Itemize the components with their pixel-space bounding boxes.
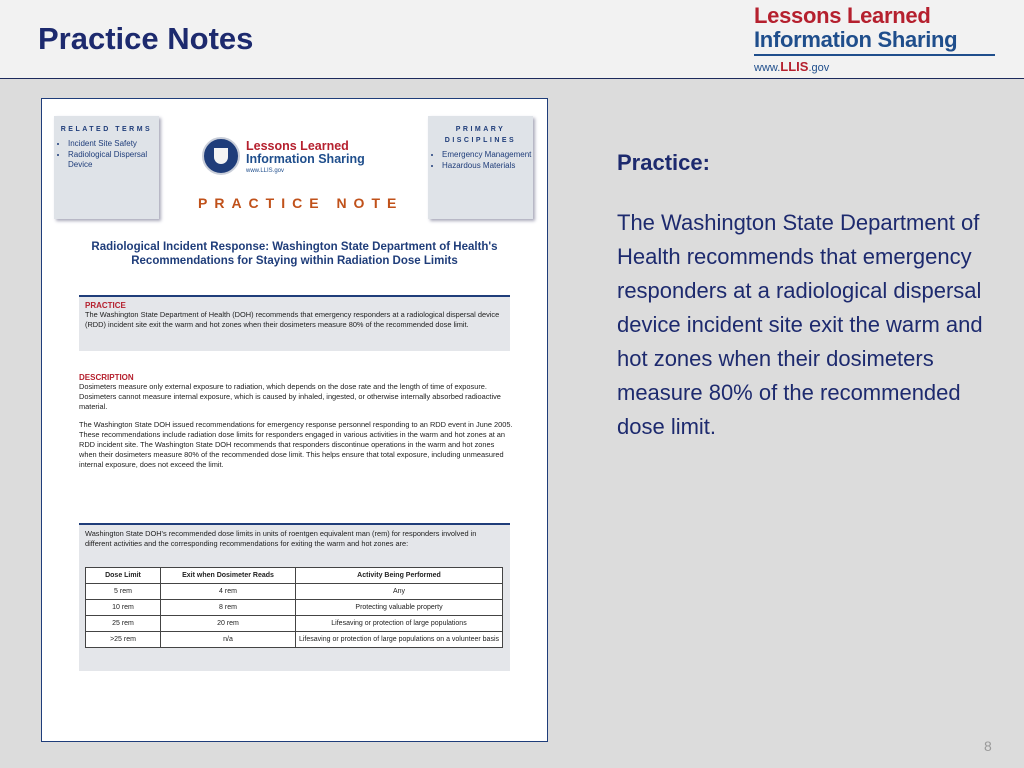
primary-discipline: • Hazardous Materials (442, 161, 533, 171)
slide-header (0, 0, 1024, 79)
slide-title: Practice Notes (38, 21, 254, 56)
table-row (86, 616, 503, 632)
table-header: Exit when Dosimeter Reads (161, 568, 296, 584)
logo-url (754, 59, 1004, 74)
table-cell: Any (296, 584, 503, 600)
dose-limits-table (85, 567, 503, 648)
table-cell: n/a (161, 632, 296, 648)
logo-line-1: Lessons Learned (754, 3, 931, 28)
table-cell: Protecting valuable property (296, 600, 503, 616)
llis-logo (754, 4, 1004, 78)
page-number: 8 (984, 738, 992, 754)
table-row (86, 600, 503, 616)
logo-rule (754, 54, 995, 56)
dhs-seal-icon (202, 137, 240, 175)
logo-url-brand: LLIS (780, 59, 809, 74)
table-cell: 25 rem (86, 616, 161, 632)
table-cell: >25 rem (86, 632, 161, 648)
document-logo (202, 137, 392, 185)
primary-disciplines-box (428, 116, 533, 219)
table-caption: Washington State DOH's recommended dose limits in units of roentgen equivalent man (rem) for responders involved in different activities and the corresponding recommendations for exiting the warm and hot zones are: (85, 529, 477, 548)
logo-url-prefix: www. (754, 62, 781, 74)
logo-url-suffix: .gov (808, 62, 830, 74)
document-heading: Radiological Incident Response: Washington State Department of Health's Recommendations for Staying within Radiation Dose Limits (91, 241, 498, 267)
description-label: DESCRIPTION (79, 373, 134, 382)
table-row (86, 584, 503, 600)
table-cell: 5 rem (86, 584, 161, 600)
practice-section (79, 295, 510, 351)
dose-limits-section (79, 523, 510, 671)
related-terms-title: RELATED TERMS (60, 126, 153, 133)
table-cell: 10 rem (86, 600, 161, 616)
table-cell: Lifesaving or protection of large populations on a volunteer basis (296, 632, 503, 648)
primary-discipline: • Emergency Management (442, 150, 533, 160)
primary-disciplines-title: PRIMARY DISCIPLINES (444, 126, 517, 144)
table-header-row (86, 568, 503, 584)
description-section (79, 373, 514, 478)
practice-note-document (41, 98, 548, 742)
practice-heading: Practice: (617, 150, 710, 175)
practice-text: The Washington State Department of Health (DOH) recommends that emergency responders at a radiological dispersal device (RDD) incident site exit the warm and hot zones when their dosimeters measure 80% of the recommended dose limit. (85, 310, 500, 329)
doc-logo-line-2: Information Sharing (246, 152, 365, 166)
doc-logo-url: www.LLIS.gov (246, 168, 285, 174)
document-type-label: PRACTICE NOTE (198, 195, 404, 211)
related-terms-box (54, 116, 159, 219)
table-cell: 8 rem (161, 600, 296, 616)
primary-disciplines-list (428, 150, 533, 171)
table-cell: 20 rem (161, 616, 296, 632)
table-header: Dose Limit (86, 568, 161, 584)
description-paragraph-1: Dosimeters measure only external exposure to radiation, which depends on the dose rate and the length of time of exposure. Dosimeters cannot measure internal exposure, which is caused by inhaled, ingested, or otherwise internally absorbed radioactive material. (79, 382, 501, 411)
practice-label: PRACTICE (85, 301, 126, 310)
table-row (86, 632, 503, 648)
logo-line-2: Information Sharing (754, 27, 958, 52)
related-term: • Incident Site Safety (68, 139, 159, 149)
table-cell: 4 rem (161, 584, 296, 600)
table-header: Activity Being Performed (296, 568, 503, 584)
practice-body: The Washington State Department of Health recommends that emergency responders at a radiological dispersal device incident site exit the warm and hot zones when their dosimeters measure 80% of the recommended dose limit. (617, 210, 983, 439)
related-terms-list (54, 139, 159, 170)
table-cell: Lifesaving or protection of large populations (296, 616, 503, 632)
description-paragraph-2: The Washington State DOH issued recommendations for emergency response personnel responding to an RDD event in June 2005. These recommendations include radiation dose limits for responders engaged in various activities in the warm and hot zones at an RDD incident site. The Washington State DOH recommends that responders discontinue operations in the warm and hot zones when their dosimeters measure 80% of the recommended dose limit. This helps ensure that total exposure, including unmeasured internal exposure, does not exceed the limit. (79, 420, 513, 469)
related-term: • Radiological Dispersal Device (68, 150, 159, 170)
doc-logo-line-1: Lessons Learned (246, 139, 349, 153)
